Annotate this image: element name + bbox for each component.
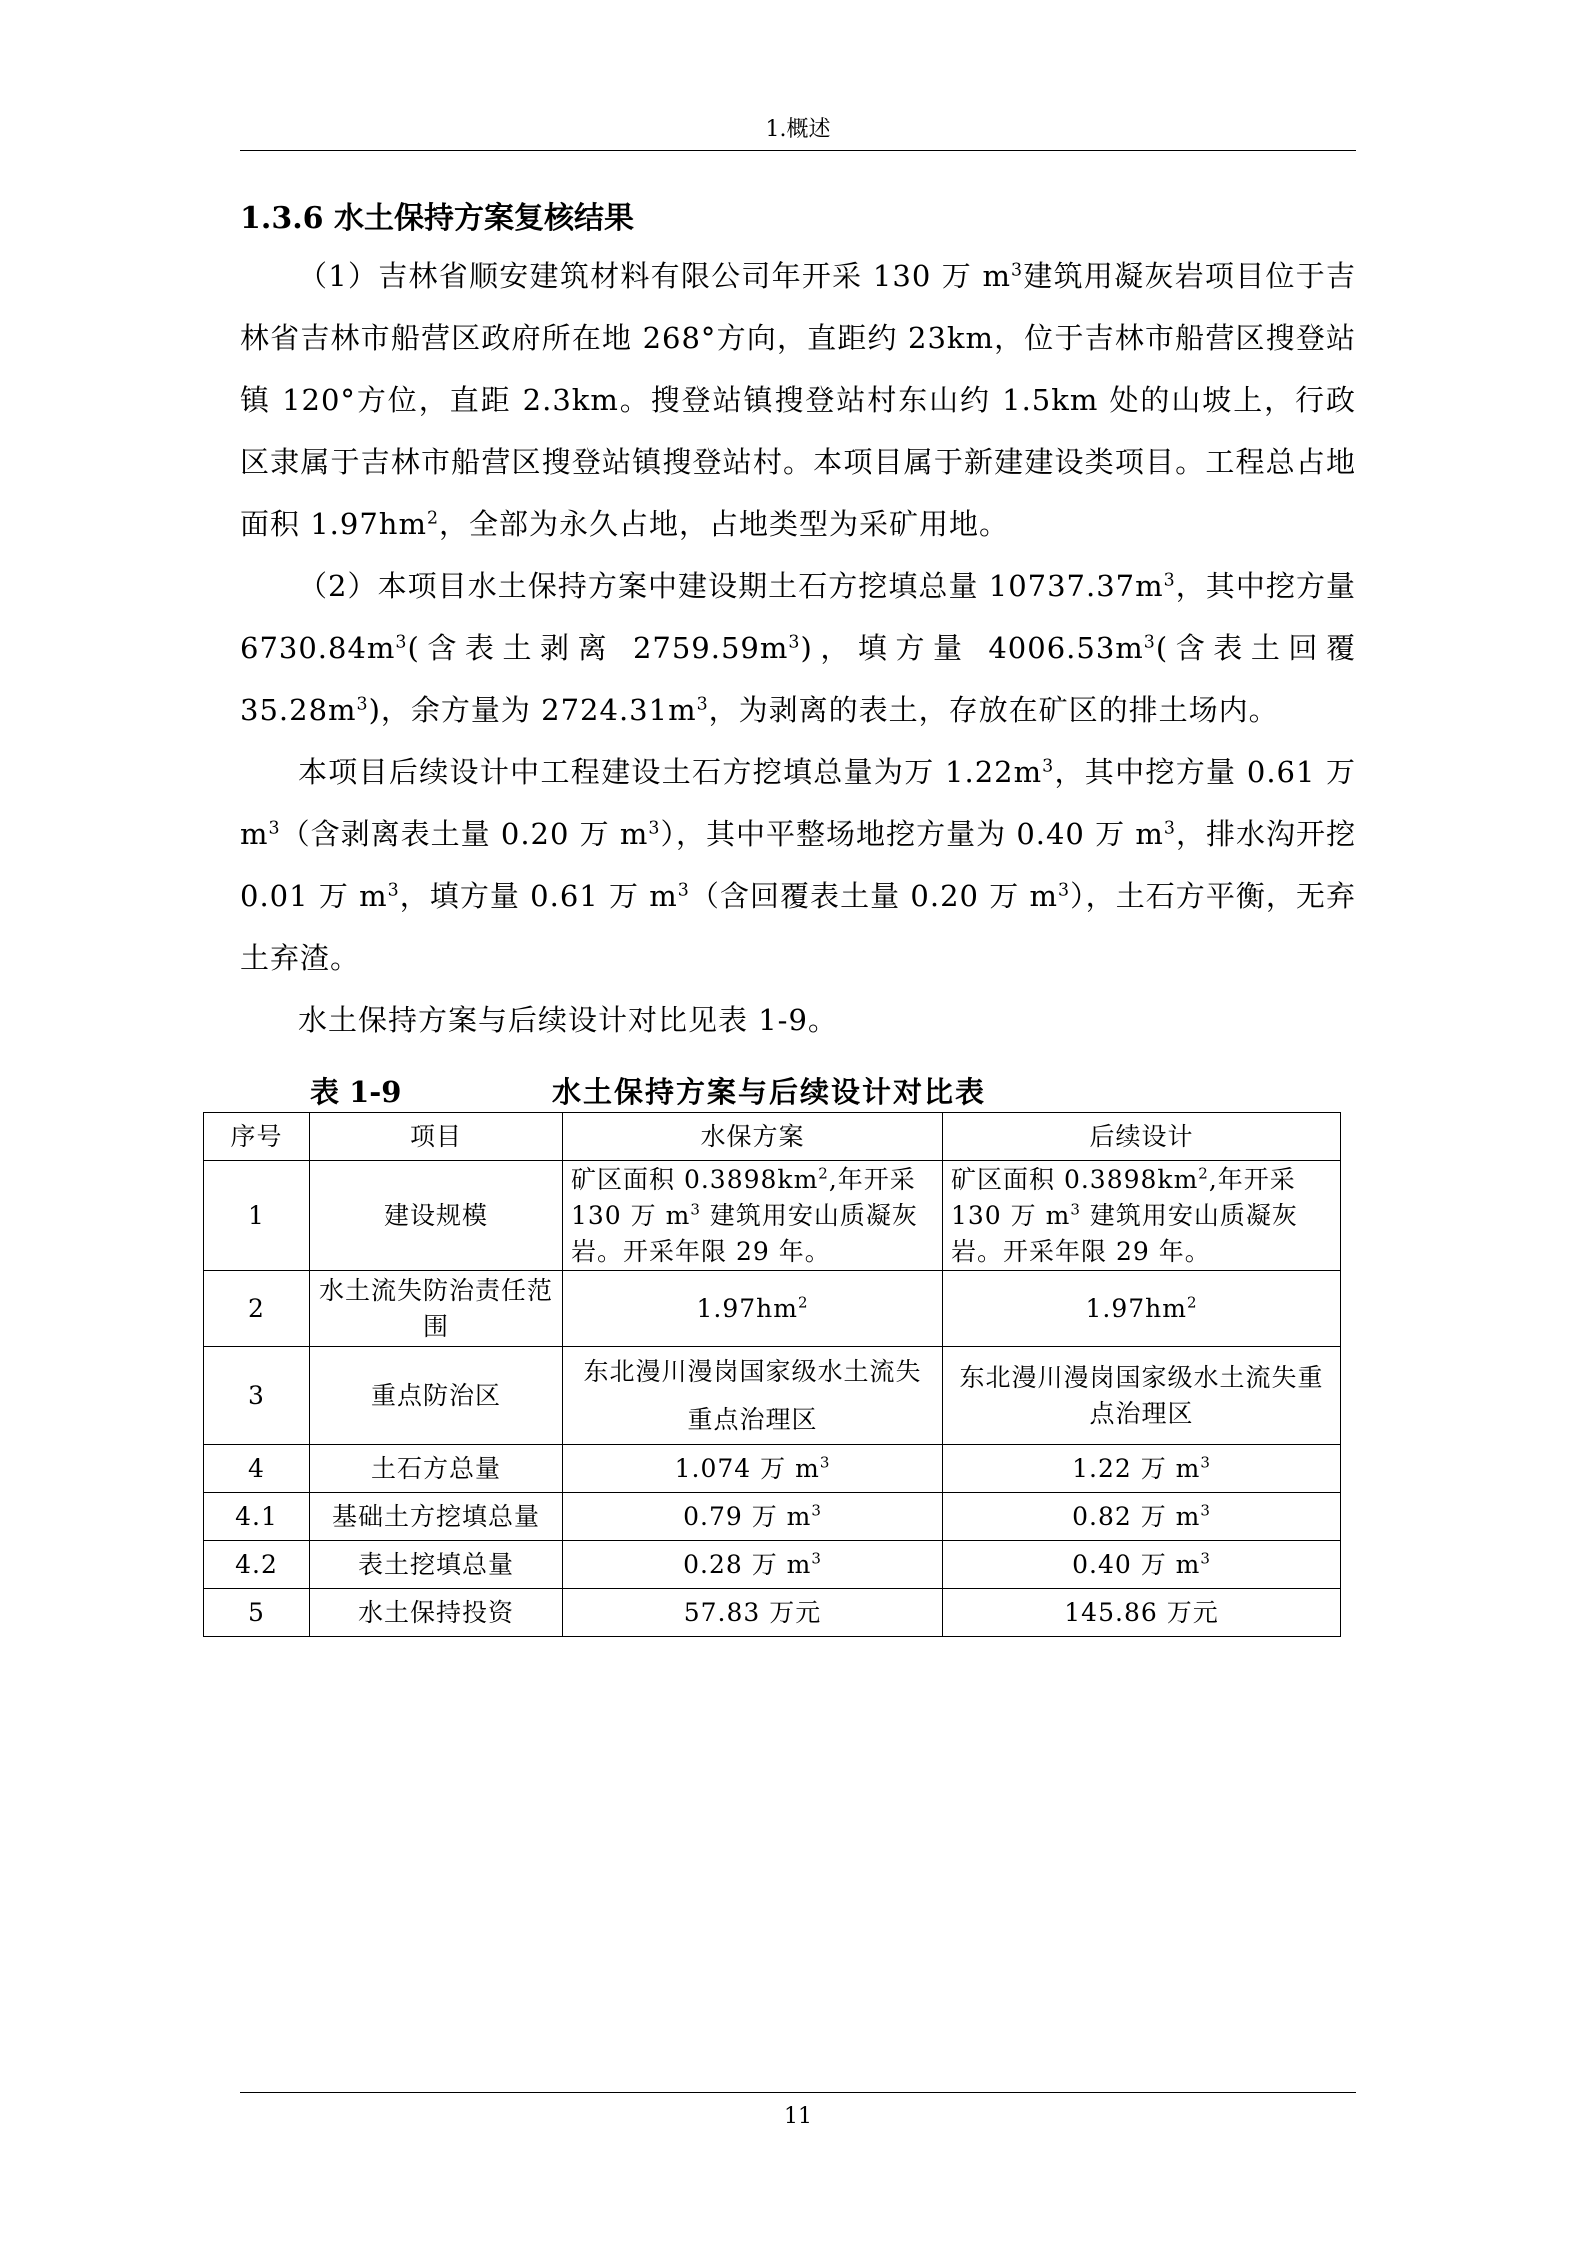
footer-rule bbox=[240, 2092, 1356, 2093]
table-row bbox=[204, 1589, 1341, 1637]
cell-item: 土石方总量 bbox=[310, 1445, 563, 1493]
cell-design: 矿区面积 $0.3898km^2$,年开采 130 万 $m^3$ 建筑用安山质凝灰岩。开采年限 29 年。 bbox=[943, 1161, 1341, 1271]
cell-item: 水土保持投资 bbox=[310, 1589, 563, 1637]
cell-no: 2 bbox=[204, 1271, 310, 1347]
cell-item: 重点防治区 bbox=[310, 1347, 563, 1445]
table-row bbox=[204, 1271, 1341, 1347]
paragraph-2: （2）本项目水土保持方案中建设期土石方挖填总量 $10737.37m^3$，其中挖方量 $6730.84m^3$(含表土剥离 $2759.59m^3$)，填方量 $4006.53m^3$(含表土回覆 $35.28m^3$)，余方量为 $2724.31m^3$，为剥离的表土，存放在矿区的排土场内。 bbox=[240, 569, 1356, 727]
cell-plan: 东北漫川漫岗国家级水土流失重点治理区 bbox=[563, 1347, 943, 1445]
header-plan: 水保方案 bbox=[563, 1113, 943, 1161]
table-row bbox=[204, 1347, 1341, 1445]
cell-design: 东北漫川漫岗国家级水土流失重点治理区 bbox=[943, 1347, 1341, 1445]
header-rule bbox=[240, 150, 1356, 151]
cell-plan: 矿区面积 $0.3898km^2$,年开采 130 万 $m^3$ 建筑用安山质凝灰岩。开采年限 29 年。 bbox=[563, 1161, 943, 1271]
table-caption-number: 表 1-9 bbox=[310, 1075, 402, 1109]
table-row bbox=[204, 1161, 1341, 1271]
cell-plan: 0.79 万 $m^3$ bbox=[563, 1493, 943, 1541]
cell-item: 基础土方挖填总量 bbox=[310, 1493, 563, 1541]
table-caption-title: 水土保持方案与后续设计对比表 bbox=[552, 1075, 987, 1109]
header-design: 后续设计 bbox=[943, 1113, 1341, 1161]
cell-design: 0.82 万 $m^3$ bbox=[943, 1493, 1341, 1541]
cell-plan: 0.28 万 $m^3$ bbox=[563, 1541, 943, 1589]
cell-plan: 1.074 万 $m^3$ bbox=[563, 1445, 943, 1493]
cell-plan: 57.83 万元 bbox=[563, 1589, 943, 1637]
cell-no: 3 bbox=[204, 1347, 310, 1445]
cell-design: $1.97hm^2$ bbox=[943, 1271, 1341, 1347]
paragraph-1: （1）吉林省顺安建筑材料有限公司年开采 130 万 $m^3$建筑用凝灰岩项目位于吉林省吉林市船营区政府所在地 268°方向，直距约 23km，位于吉林市船营区搜登站镇 120°方位，直距 2.3km。搜登站镇搜登站村东山约 1.5km 处的山坡上，行政区隶属于吉林市船营区搜登站镇搜登站村。本项目属于新建建设类项目。工程总占地面积 $1.97hm^2$，全部为永久占地，占地类型为采矿用地。 bbox=[240, 259, 1356, 541]
cell-plan: $1.97hm^2$ bbox=[563, 1271, 943, 1347]
header-no: 序号 bbox=[204, 1113, 310, 1161]
cell-no: 1 bbox=[204, 1161, 310, 1271]
cell-no: 5 bbox=[204, 1589, 310, 1637]
cell-no: 4 bbox=[204, 1445, 310, 1493]
table-header-row bbox=[204, 1113, 1341, 1161]
paragraph-3: 本项目后续设计中工程建设土石方挖填总量为万 $1.22m^3$，其中挖方量 0.61 万 $m^3$（含剥离表土量 0.20 万 $m^3$），其中平整场地挖方量为 0.40 万 $m^3$，排水沟开挖 0.01 万 $m^3$，填方量 0.61 万 $m^3$（含回覆表土量 0.20 万 $m^3$），土石方平衡，无弃土弃渣。 bbox=[240, 755, 1356, 975]
comparison-table bbox=[203, 1112, 1341, 1637]
table-row bbox=[204, 1493, 1341, 1541]
table-row bbox=[204, 1541, 1341, 1589]
cell-design: 0.40 万 $m^3$ bbox=[943, 1541, 1341, 1589]
cell-design: 145.86 万元 bbox=[943, 1589, 1341, 1637]
cell-no: 4.1 bbox=[204, 1493, 310, 1541]
page-header: 1.概述 bbox=[765, 117, 831, 142]
cell-item: 表土挖填总量 bbox=[310, 1541, 563, 1589]
cell-design: 1.22 万 $m^3$ bbox=[943, 1445, 1341, 1493]
paragraph-4: 水土保持方案与后续设计对比见表 1-9。 bbox=[298, 1003, 838, 1037]
cell-item: 水土流失防治责任范围 bbox=[310, 1271, 563, 1347]
header-item: 项目 bbox=[310, 1113, 563, 1161]
cell-item: 建设规模 bbox=[310, 1161, 563, 1271]
table-row bbox=[204, 1445, 1341, 1493]
page-number: 11 bbox=[784, 2104, 812, 2129]
section-title: 1.3.6 水土保持方案复核结果 bbox=[240, 201, 634, 236]
cell-no: 4.2 bbox=[204, 1541, 310, 1589]
body-text bbox=[240, 245, 1356, 1051]
